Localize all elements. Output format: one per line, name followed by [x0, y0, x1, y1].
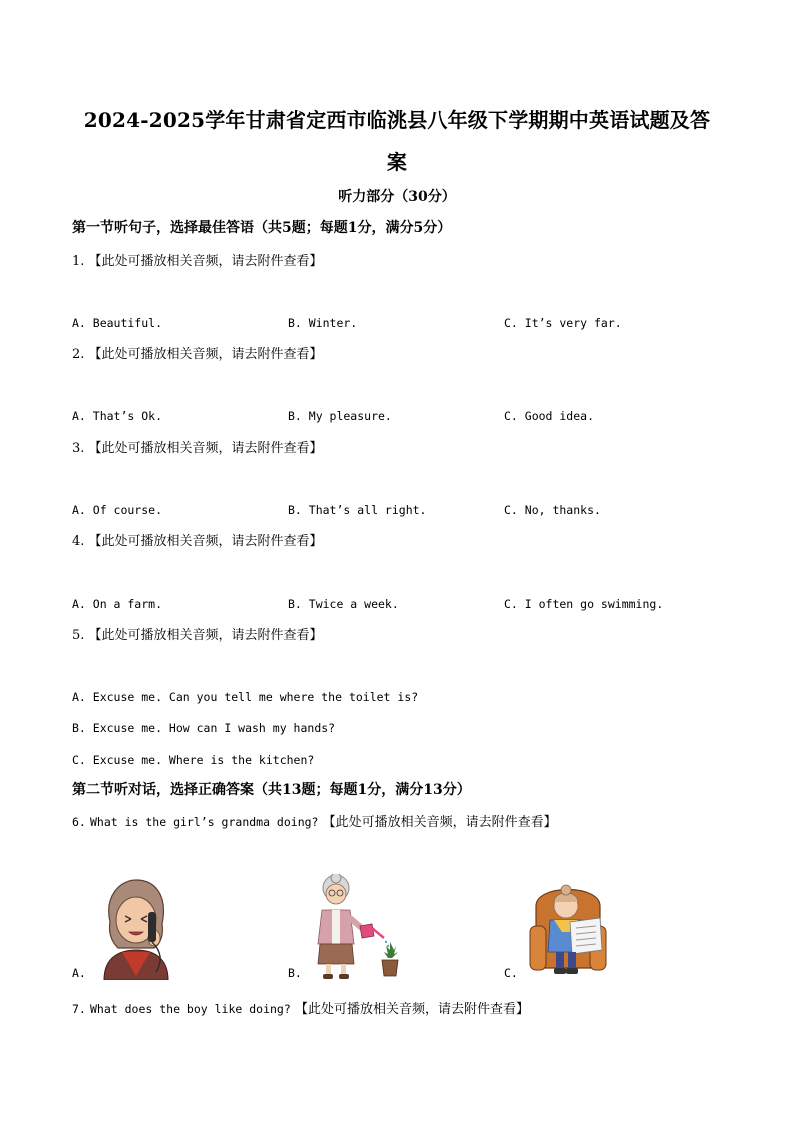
question-text: What does the boy like doing? — [90, 1002, 291, 1016]
grandma-reading-picture — [526, 876, 610, 978]
audio-note: 【此处可播放相关音频，请去附件查看】 — [88, 441, 323, 456]
question-number: 7. — [72, 1002, 86, 1016]
q3-option-a: A. Of course. — [72, 503, 163, 517]
document-title-line2: 案 — [386, 150, 408, 174]
question-2 — [72, 343, 323, 362]
audio-note: 【此处可播放相关音频，请去附件查看】 — [88, 628, 323, 643]
question-6 — [72, 811, 557, 830]
q5-option-a: A. Excuse me. Can you tell me where the toilet is? — [72, 690, 419, 704]
q4-option-c: C. I often go swimming. — [504, 597, 664, 611]
part-heading: 听力部分（30分） — [338, 189, 456, 205]
question-3 — [72, 437, 323, 456]
question-number: 4. — [72, 534, 85, 549]
q2-option-c: C. Good idea. — [504, 409, 595, 423]
q5-option-c: C. Excuse me. Where is the kitchen? — [72, 753, 315, 767]
q1-option-b: B. Winter. — [288, 316, 358, 330]
grandma-watering-picture — [306, 874, 402, 980]
audio-note: 【此处可播放相关音频，请去附件查看】 — [88, 534, 323, 549]
q6-option-c-label: C. — [504, 966, 518, 980]
audio-note: 【此处可播放相关音频，请去附件查看】 — [294, 1002, 529, 1017]
question-7 — [72, 998, 529, 1017]
q4-option-a: A. On a farm. — [72, 597, 163, 611]
q3-option-b: B. That’s all right. — [288, 503, 427, 517]
audio-note: 【此处可播放相关音频，请去附件查看】 — [88, 254, 323, 269]
q1-option-a: A. Beautiful. — [72, 316, 163, 330]
question-number: 2. — [72, 347, 85, 362]
section1-heading: 第一节听句子，选择最佳答语（共5题；每题1分，满分5分） — [72, 220, 452, 236]
section2-heading: 第二节听对话，选择正确答案（共13题；每题1分，满分13分） — [72, 782, 471, 798]
grandma-phone-picture — [96, 876, 176, 980]
q4-option-b: B. Twice a week. — [288, 597, 399, 611]
q5-option-b: B. Excuse me. How can I wash my hands? — [72, 721, 336, 735]
q6-option-b-label: B. — [288, 966, 302, 980]
q6-option-a-label: A. — [72, 966, 86, 980]
q2-option-a: A. That’s Ok. — [72, 409, 163, 423]
question-number: 5. — [72, 628, 85, 643]
audio-note: 【此处可播放相关音频，请去附件查看】 — [88, 347, 323, 362]
question-1 — [72, 250, 323, 269]
question-text: What is the girl’s grandma doing? — [90, 815, 319, 829]
question-5 — [72, 624, 323, 643]
question-number: 6. — [72, 815, 86, 829]
question-4 — [72, 530, 323, 549]
audio-note: 【此处可播放相关音频，请去附件查看】 — [322, 815, 557, 830]
q2-option-b: B. My pleasure. — [288, 409, 392, 423]
document-title-line1: 2024-2025学年甘肃省定西市临洮县八年级下学期期中英语试题及答 — [83, 108, 711, 132]
question-number: 1. — [72, 254, 85, 269]
q3-option-c: C. No, thanks. — [504, 503, 601, 517]
question-number: 3. — [72, 441, 85, 456]
q1-option-c: C. It’s very far. — [504, 316, 622, 330]
